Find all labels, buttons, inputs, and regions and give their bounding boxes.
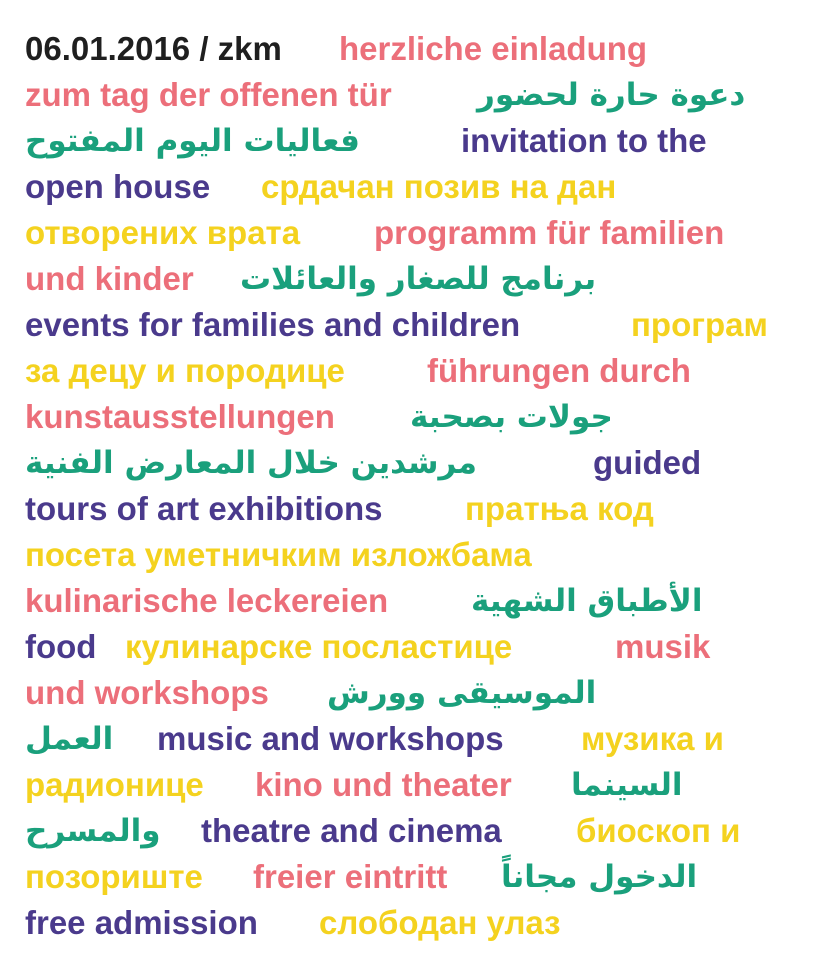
poster-line: [25, 762, 815, 808]
latin-text-segment: open house: [25, 168, 211, 205]
latin-text-segment: und workshops: [25, 674, 269, 711]
latin-text-segment: und kinder: [25, 260, 194, 297]
arabic-text-segment: الدخول مجاناً: [501, 859, 698, 895]
poster-text-block: [25, 26, 815, 946]
arabic-text-segment: الموسيقى وورش: [327, 675, 597, 711]
serbian-text-segment: кулинарске посластице: [125, 628, 513, 665]
latin-text-segment: tours of art exhibitions: [25, 490, 383, 527]
poster-line: [25, 440, 815, 486]
latin-text-segment: music and workshops: [157, 720, 504, 757]
poster-line: [25, 348, 815, 394]
poster-line: [25, 486, 815, 532]
latin-text-segment: food: [25, 628, 97, 665]
latin-text-segment: kunstausstellungen: [25, 398, 335, 435]
poster-line: [25, 72, 815, 118]
serbian-text-segment: слободан улаз: [319, 904, 561, 941]
latin-text-segment: freier eintritt: [253, 858, 448, 895]
arabic-text-segment: السينما: [571, 767, 683, 803]
poster-line: [25, 26, 815, 72]
poster-line: [25, 302, 815, 348]
latin-text-segment: zum tag der offenen tür: [25, 76, 392, 113]
arabic-text-segment: مرشدين خلال المعارض الفنية: [25, 445, 477, 481]
arabic-text-segment: الأطباق الشهية: [471, 583, 703, 619]
serbian-text-segment: пратња код: [465, 490, 654, 527]
latin-text-segment: invitation to the: [461, 122, 707, 159]
poster-line: [25, 900, 815, 946]
poster-line: [25, 808, 815, 854]
arabic-text-segment: العمل: [25, 721, 114, 757]
poster-line: [25, 670, 815, 716]
poster-line: [25, 578, 815, 624]
serbian-text-segment: биоскоп и: [576, 812, 741, 849]
latin-text-segment: führungen durch: [427, 352, 691, 389]
latin-text-segment: theatre and cinema: [201, 812, 502, 849]
arabic-text-segment: جولات بصحبة: [410, 399, 613, 435]
poster-line: [25, 210, 815, 256]
poster-line: [25, 854, 815, 900]
poster-line: [25, 624, 815, 670]
arabic-text-segment: والمسرح: [25, 813, 161, 849]
latin-text-segment: 06.01.2016 / zkm: [25, 30, 282, 67]
arabic-text-segment: فعاليات اليوم المفتوح: [25, 123, 360, 159]
serbian-text-segment: позориште: [25, 858, 203, 895]
serbian-text-segment: музика и: [581, 720, 724, 757]
serbian-text-segment: за децу и породице: [25, 352, 345, 389]
arabic-text-segment: دعوة حارة لحضور: [477, 77, 746, 113]
latin-text-segment: programm für familien: [374, 214, 725, 251]
latin-text-segment: kulinarische leckereien: [25, 582, 389, 619]
serbian-text-segment: радионице: [25, 766, 204, 803]
serbian-text-segment: отворених врата: [25, 214, 301, 251]
latin-text-segment: musik: [615, 628, 711, 665]
poster-line: [25, 394, 815, 440]
serbian-text-segment: програм: [631, 306, 768, 343]
poster-line: [25, 256, 815, 302]
serbian-text-segment: посета уметничким изложбама: [25, 536, 532, 573]
latin-text-segment: events for families and children: [25, 306, 521, 343]
poster-line: [25, 118, 815, 164]
latin-text-segment: herzliche einladung: [339, 30, 648, 67]
latin-text-segment: guided: [593, 444, 702, 481]
latin-text-segment: free admission: [25, 904, 258, 941]
poster-line: [25, 532, 815, 578]
poster-line: [25, 716, 815, 762]
serbian-text-segment: срдачан позив на дан: [261, 168, 617, 205]
poster-line: [25, 164, 815, 210]
latin-text-segment: kino und theater: [255, 766, 512, 803]
arabic-text-segment: برنامج للصغار والعائلات: [240, 261, 597, 297]
